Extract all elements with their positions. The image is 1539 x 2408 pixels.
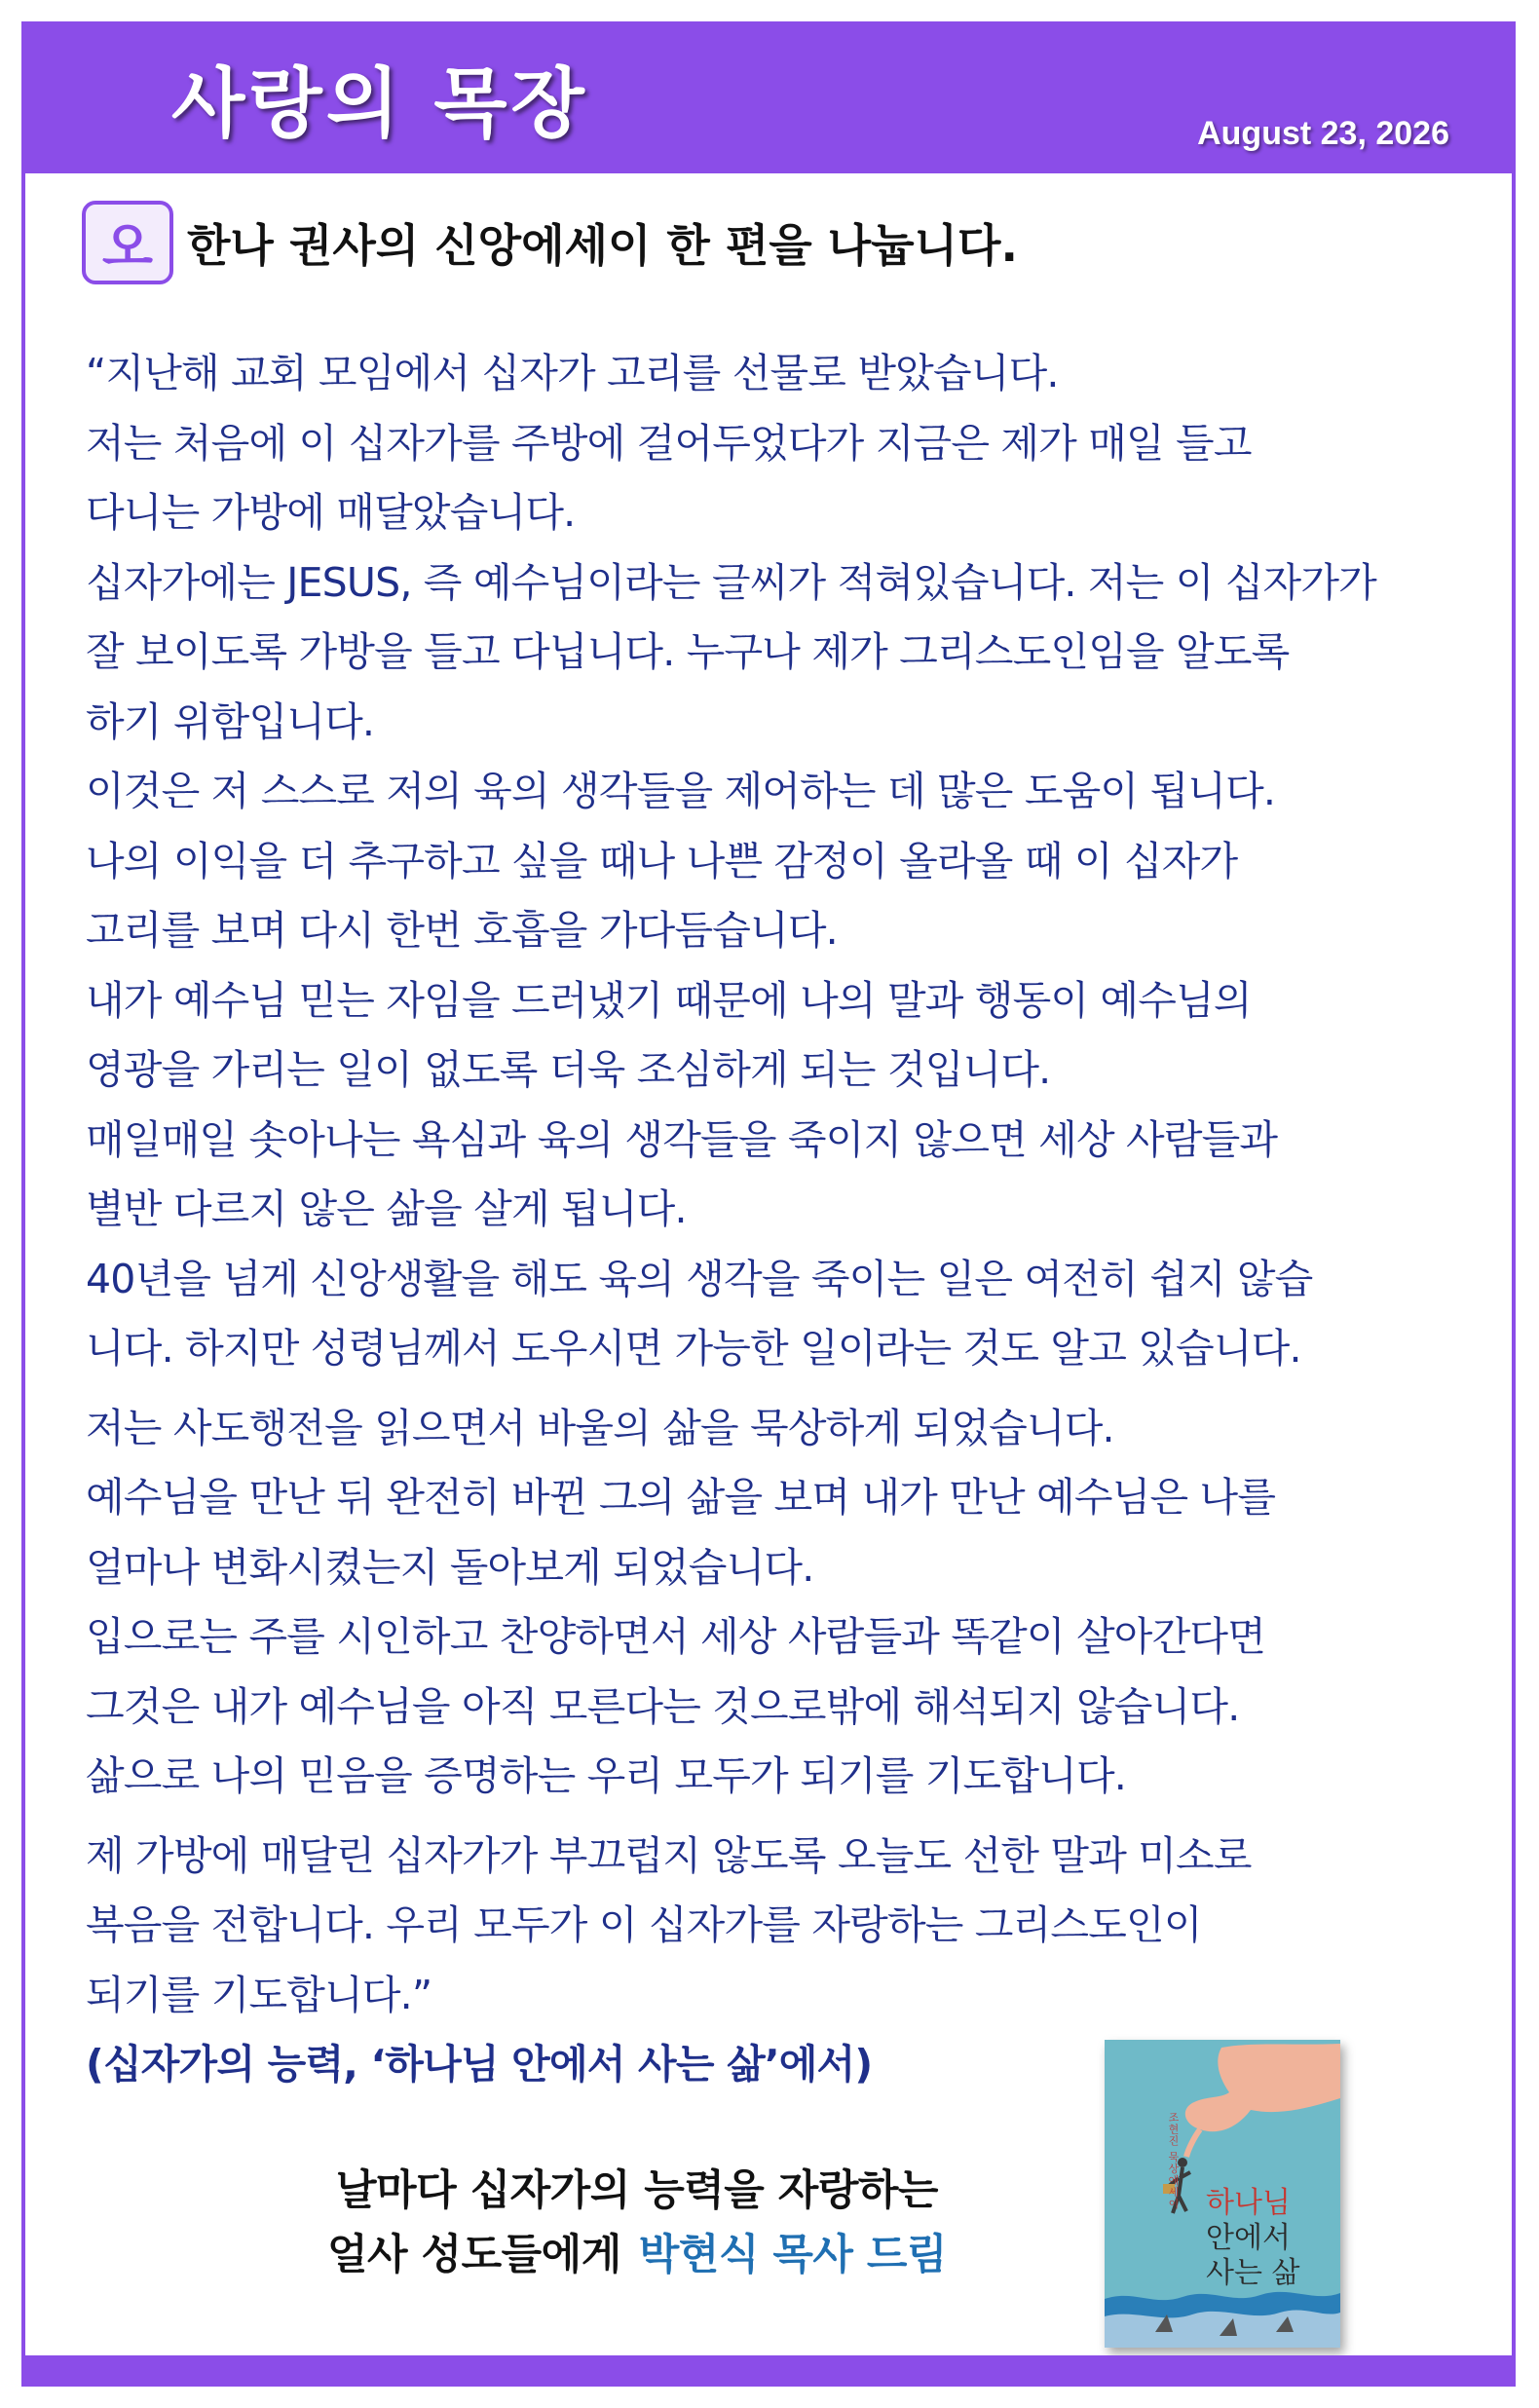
intro-text: 한나 권사의 신앙에세이 한 편을 나눕니다. [187,219,1018,272]
essay-line: 40년을 넘게 신앙생활을 해도 육의 생각을 죽이는 일은 여전히 쉽지 않습 [86,1255,1313,1302]
essay-line: 이것은 저 스스로 저의 육의 생각들을 제어하는 데 많은 도움이 됩니다. [86,768,1276,814]
essay-paragraph-1 [86,339,1527,1384]
page-title: 사랑의 목장 [171,59,588,148]
essay-line: 영광을 가리는 일이 없도록 더욱 조심하게 되는 것입니다. [86,1046,1051,1093]
essay-source: (십자가의 능력, ‘하나님 안에서 사는 삶’에서) [86,2041,873,2088]
essay-line: 저는 처음에 이 십자가를 주방에 걸어두었다가 지금은 제가 매일 들고 [86,419,1252,467]
book-title-line: 사는 삶 [1206,2256,1300,2290]
essay-line: 나의 이익을 더 추구하고 싶을 때나 나쁜 감정이 올라올 때 이 십자가 [86,837,1238,884]
header-bar [25,25,1512,173]
essay-line: 되기를 기도합니다.” [86,1971,432,2018]
signature-line-1: 날마다 십자가의 능력을 자랑하는 [336,2166,938,2215]
signature-name: 박현식 목사 드림 [638,2231,947,2279]
essay-line: 내가 예수님 믿는 자임을 드러냈기 때문에 나의 말과 행동이 예수님의 [86,976,1252,1024]
essay-line: 고리를 보며 다시 한번 호흡을 가다듬습니다. [86,907,838,954]
book-title-line: 안에서 [1206,2221,1291,2255]
essay-line: 예수님을 만난 뒤 완전히 바뀐 그의 삶을 보며 내가 만난 예수님은 나를 [86,1474,1276,1521]
essay-line: 얼마나 변화시켰는지 돌아보게 되었습니다. [86,1543,814,1591]
essay-paragraph-2 [86,1394,1527,1812]
essay-line: 십자가에는 JESUS, 즉 예수님이라는 글씨가 적혀있습니다. 저는 이 십자가가 [86,558,1376,606]
book-title-line: 하나님 [1206,2186,1291,2220]
essay-body [86,339,1527,2100]
essay-line: 매일매일 솟아나는 욕심과 육의 생각들을 죽이지 않으면 세상 사람들과 [86,1115,1278,1163]
signature-block [296,2159,978,2287]
essay-paragraph-3 [86,1822,1527,2031]
book-cover-subtitle: 조현진 묵상에세이 [1167,2112,1180,2210]
essay-line: 삶으로 나의 믿음을 증명하는 우리 모두가 되기를 기도합니다. [86,1752,1127,1799]
newsletter-frame [21,21,1516,2387]
essay-line: 입으로는 주를 시인하고 찬양하면서 세상 사람들과 똑같이 살아간다면 [86,1613,1266,1660]
essay-line: 저는 사도행전을 읽으면서 바울의 삶을 묵상하게 되었습니다. [86,1404,1114,1451]
intro-badge [82,201,173,284]
essay-line: 복음을 전합니다. 우리 모두가 이 십자가를 자랑하는 그리스도인이 [86,1901,1202,1948]
essay-line: “지난해 교회 모임에서 십자가 고리를 선물로 받았습니다. [86,350,1059,396]
issue-date: August 23, 2026 [1197,115,1449,152]
book-cover-title [1206,2186,1299,2291]
intro-row [82,201,1018,284]
essay-line: 제 가방에 매달린 십자가가 부끄럽지 않도록 오늘도 선한 말과 미소로 [86,1831,1252,1879]
badge-letter: 오 [101,215,154,278]
essay-line: 잘 보이도록 가방을 들고 다닙니다. 누구나 제가 그리스도인임을 알도록 [86,628,1290,675]
essay-line: 다니는 가방에 매달았습니다. [86,489,576,536]
signature-line-2 [296,2223,978,2287]
essay-line: 하기 위함입니다. [86,697,375,745]
signature-recipient: 얼사 성도들에게 [327,2231,621,2279]
essay-line: 그것은 내가 예수님을 아직 모른다는 것으로밖에 해석되지 않습니다. [86,1682,1240,1730]
book-cover-image [1105,2040,1340,2348]
essay-line: 별반 다르지 않은 삶을 살게 됩니다. [86,1185,687,1232]
footer-bar [25,2355,1512,2383]
essay-line: 니다. 하지만 성령님께서 도우시면 가능한 일이라는 것도 알고 있습니다. [86,1325,1301,1372]
